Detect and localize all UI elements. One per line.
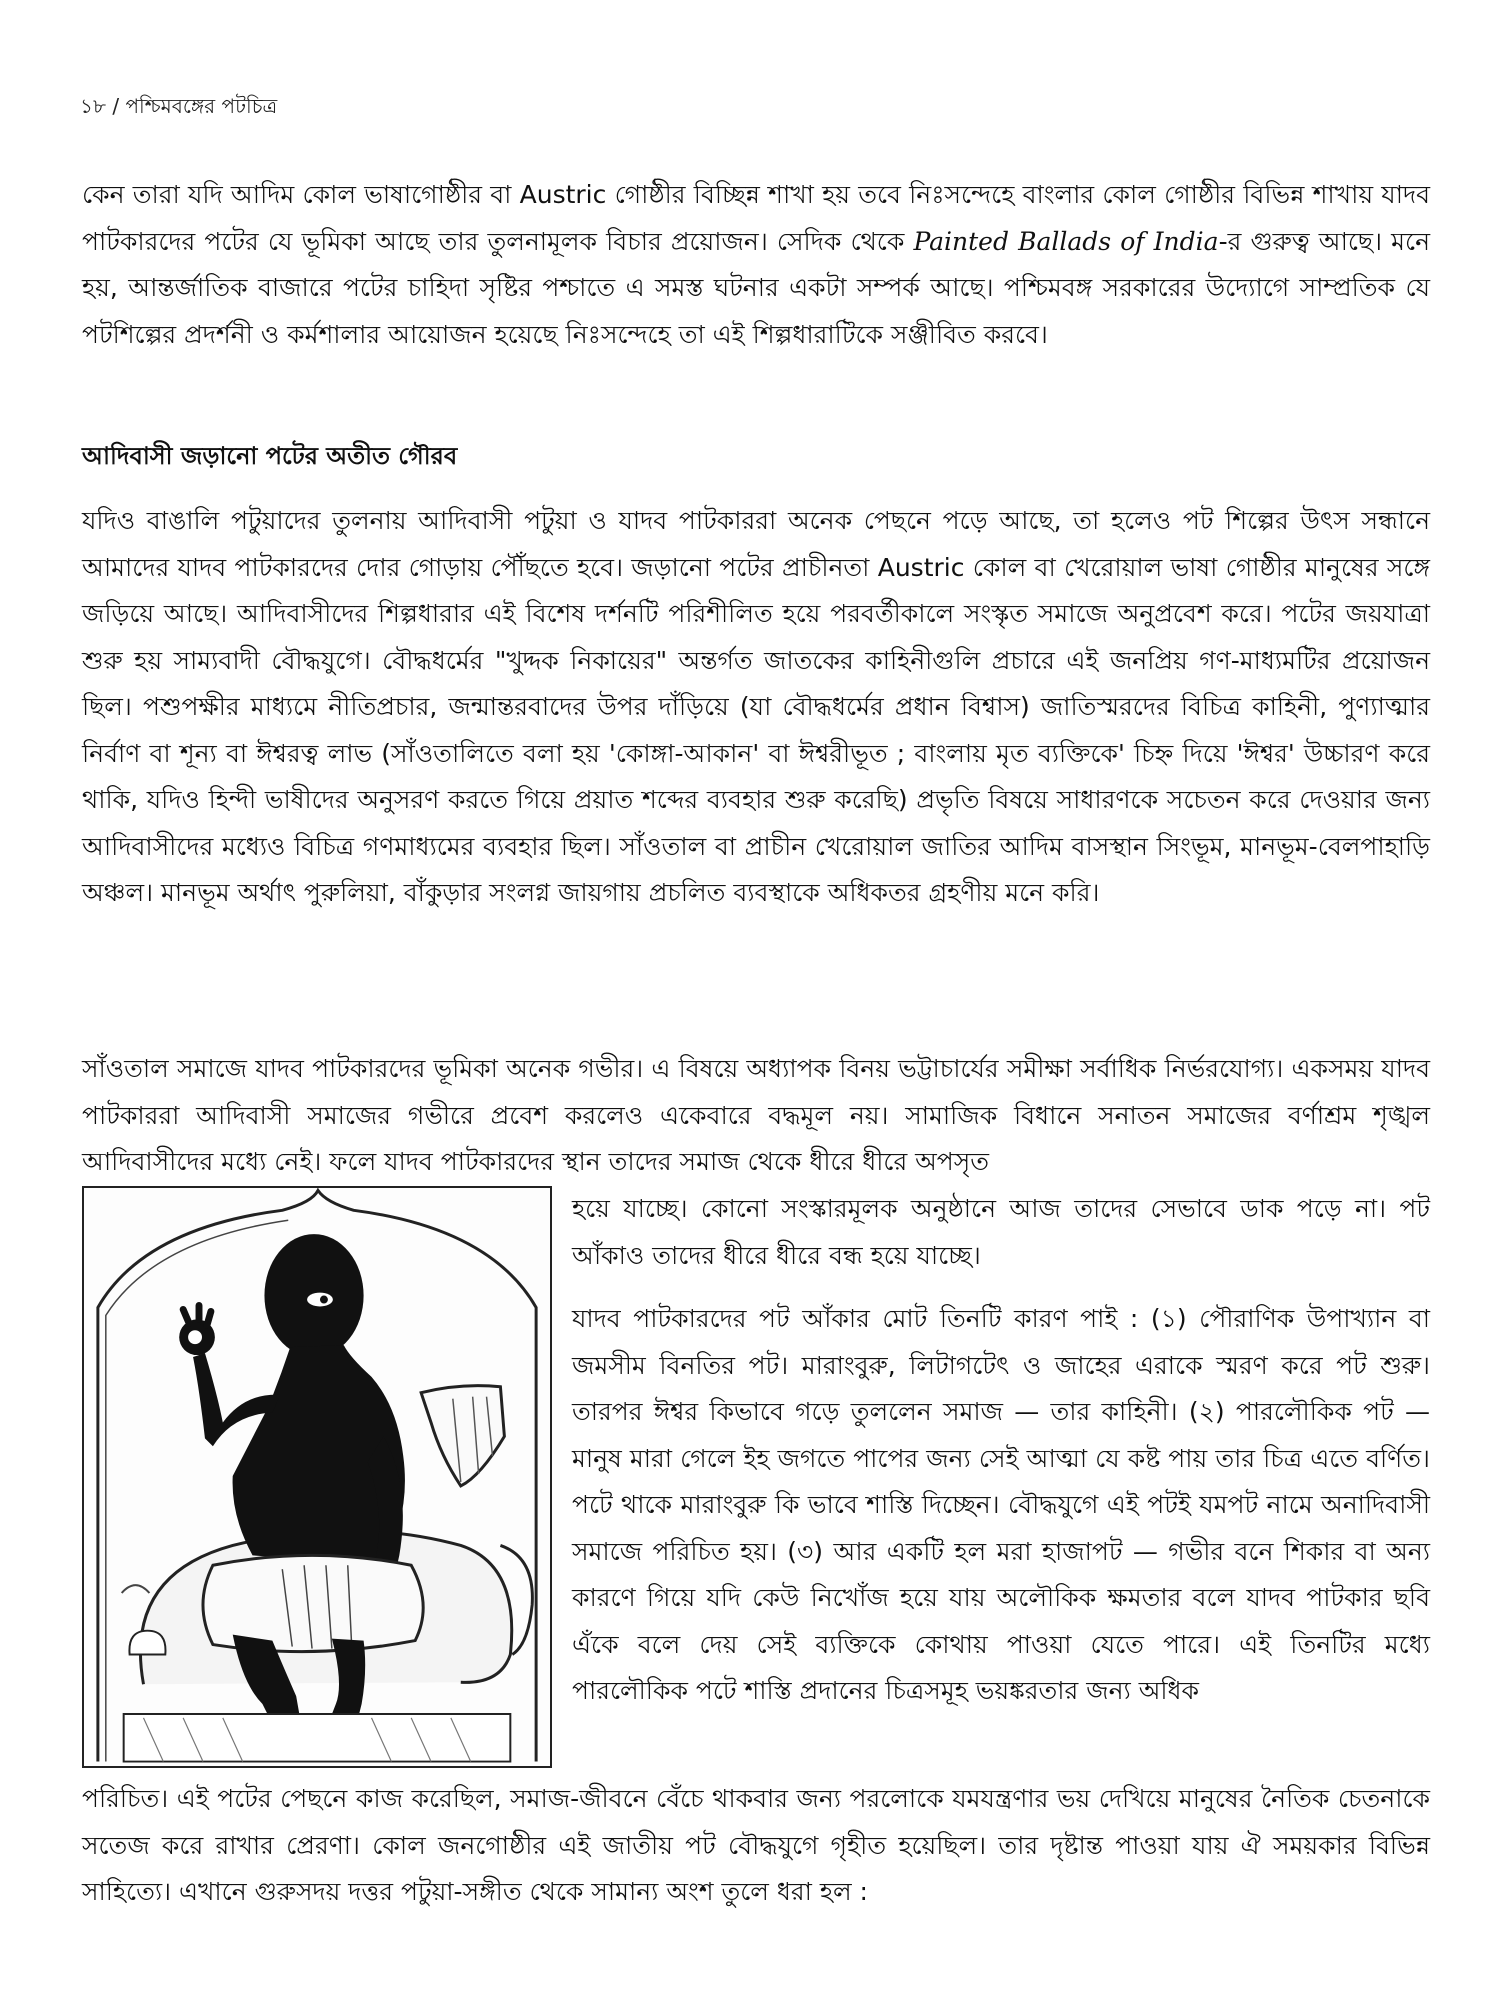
para1-text-a: কেন তারা যদি আদিম কোল ভাষাগোষ্ঠীর বা Austric গোষ্ঠীর বিচ্ছিন্ন শাখা হয় তবে নিঃসন্দেহে বাংলার কোল গোষ্ঠীর বিভিন্ন শাখায় যাদব পাটকারদের পটের যে ভূমিকা আছে তার তুলনামূলক বিচার প্রয়োজন। সেদিক থেকে [82, 180, 1430, 256]
paragraph-afterlife-pata: পরিচিত। এই পটের পেছনে কাজ করেছিল, সমাজ-জীবনে বেঁচে থাকবার জন্য পরলোকে যমযন্ত্রণার ভয় দেখিয়ে মানুষের নৈতিক চেতনাকে সতেজ করে রাখার প্রেরণা। কোল জনগোষ্ঠীর এই জাতীয় পট বৌদ্ধযুগে গৃহীত হয়েছিল। তার দৃষ্টান্ত পাওয়া যায় ঐ সময়কার বিভিন্ন সাহিত্যে। এখানে গুরুসদয় দত্তর পটুয়া-সঙ্গীত থেকে সামান্য অংশ তুলে ধরা হল : [82, 1784, 1430, 1906]
book-title: পশ্চিমবঙ্গের পটচিত্র [125, 94, 278, 118]
page-number: ১৮ [80, 94, 106, 118]
head-separator: / [112, 94, 126, 118]
para1-text-b: -র গুরুত্ব আছে। মনে হয়, আন্তর্জাতিক বাজারে পটের চাহিদা সৃষ্টির পশ্চাতে এ সমস্ত ঘটনার একটা সম্পর্ক আছে। পশ্চিমবঙ্গ সরকারের উদ্যোগে সাম্প্রতিক যে পটশিল্পের প্রদর্শনী ও কর্মশালার আয়োজন হয়েছে নিঃসন্দেহে তা এই শিল্পধারাটিকে সঞ্জীবিত করবে। [82, 226, 1430, 349]
paragraph-santal-society: সাঁওতাল সমাজে যাদব পাটকারদের ভূমিকা অনেক গভীর। এ বিষয়ে অধ্যাপক বিনয় ভট্টাচার্যের সমীক্ষা সর্বাধিক নির্ভরযোগ্য। একসময় যাদব পাটকাররা আদিবাসী সমাজের গভীরে প্রবেশ করলেও একেবারে বদ্ধমূল নয়। সামাজিক বিধানে সনাতন সমাজের বর্ণাশ্রম শৃঙ্খল আদিবাসীদের মধ্যে নেই। ফলে যাদব পাটকারদের স্থান তাদের সমাজ থেকে ধীরে ধীরে অপসৃত [82, 1054, 1430, 1176]
seated-figure-illustration [84, 1188, 550, 1766]
book-reference-title: Painted Ballads of India [913, 226, 1219, 256]
paragraph-history: যদিও বাঙালি পটুয়াদের তুলনায় আদিবাসী পটুয়া ও যাদব পাটকাররা অনেক পেছনে পড়ে আছে, তা হলেও পট শিল্পের উৎস সন্ধানে আমাদের যাদব পাটকারদের দোর গোড়ায় পৌঁছতে হবে। জড়ানো পটের প্রাচীনতা Austric কোল বা খেরোয়াল ভাষা গোষ্ঠীর মানুষের সঙ্গে জড়িয়ে আছে। আদিবাসীদের শিল্পধারার এই বিশেষ দর্শনটি পরিশীলিত হয়ে পরবর্তীকালে সংস্কৃত সমাজে অনুপ্রবেশ করে। পটের জয়যাত্রা শুরু হয় সাম্যবাদী বৌদ্ধযুগে। বৌদ্ধধর্মের "খুদ্দক নিকায়ের" অন্তর্গত জাতকের কাহিনীগুলি প্রচারে এই জনপ্রিয় গণ-মাধ্যমটির প্রয়োজন ছিল। পশুপক্ষীর মাধ্যমে নীতিপ্রচার, জন্মান্তরবাদের উপর দাঁড়িয়ে (যা বৌদ্ধধর্মের প্রধান বিশ্বাস) জাতিস্মরদের বিচিত্র কাহিনী, পুণ্যাত্মার নির্বাণ বা শূন্য বা ঈশ্বরত্ব লাভ (সাঁওতালিতে বলা হয় 'কোঙ্গা-আকান' বা ঈশ্বরীভূত ; বাংলায় মৃত ব্যক্তিকে' চিহ্ন দিয়ে 'ঈশ্বর' উচ্চারণ করে থাকি, যদিও হিন্দী ভাষীদের অনুসরণ করতে গিয়ে প্রয়াত শব্দের ব্যবহার শুরু করেছি) প্রভৃতি বিষয়ে সাধারণকে সচেতন করে দেওয়ার জন্য আদিবাসীদের মধ্যেও বিচিত্র গণমাধ্যমের ব্যবহার ছিল। সাঁওতাল বা প্রাচীন খেরোয়াল জাতির আদিম বাসস্থান সিংভূম, মানভূম-বেলপাহাড়ি অঞ্চল। মানভূম অর্থাৎ পুরুলিয়া, বাঁকুড়ার সংলগ্ন জায়গায় প্রচলিত ব্যবস্থাকে অধিকতর গ্রহণীয় মনে করি। [82, 506, 1430, 907]
paragraph-santal-society-continued: হয়ে যাচ্ছে। কোনো সংস্কারমূলক অনুষ্ঠানে আজ তাদের সেভাবে ডাক পড়ে না। পট আঁকাও তাদের ধীরে ধীরে বন্ধ হয়ে যাচ্ছে। [572, 1194, 1430, 1270]
santal-painting-figure [82, 1186, 552, 1768]
section-heading: আদিবাসী জড়ানো পটের অতীত গৌরব [82, 442, 458, 470]
paragraph-three-reasons: যাদব পাটকারদের পট আঁকার মোট তিনটি কারণ পাই : (১) পৌরাণিক উপাখ্যান বা জমসীম বিনতির পট। মারাংবুরু, লিটাগটেৎ ও জাহের এরাকে স্মরণ করে পট শুরু। তারপর ঈশ্বর কিভাবে গড়ে তুললেন সমাজ — তার কাহিনী। (২) পারলৌকিক পট — মানুষ মারা গেলে ইহ জগতে পাপের জন্য সেই আত্মা যে কষ্ট পায় তার চিত্র এতে বর্ণিত। পটে থাকে মারাংবুরু কি ভাবে শাস্তি দিচ্ছেন। বৌদ্ধযুগে এই পটই যমপট নামে অনাদিবাসী সমাজে পরিচিত হয়। (৩) আর একটি হল মরা হাজাপট — গভীর বনে শিকার বা অন্য কারণে গিয়ে যদি কেউ নিখোঁজ হয়ে যায় অলৌকিক ক্ষমতার বলে যাদব পাটকার ছবি এঁকে বলে দেয় সেই ব্যক্তিকে কোথায় পাওয়া যেতে পারে। এই তিনটির মধ্যে পারলৌকিক পটে শাস্তি প্রদানের চিত্রসমূহ ভয়ঙ্করতার জন্য অধিক [572, 1304, 1430, 1705]
running-head [80, 92, 277, 125]
paragraph-intro [82, 172, 1430, 358]
